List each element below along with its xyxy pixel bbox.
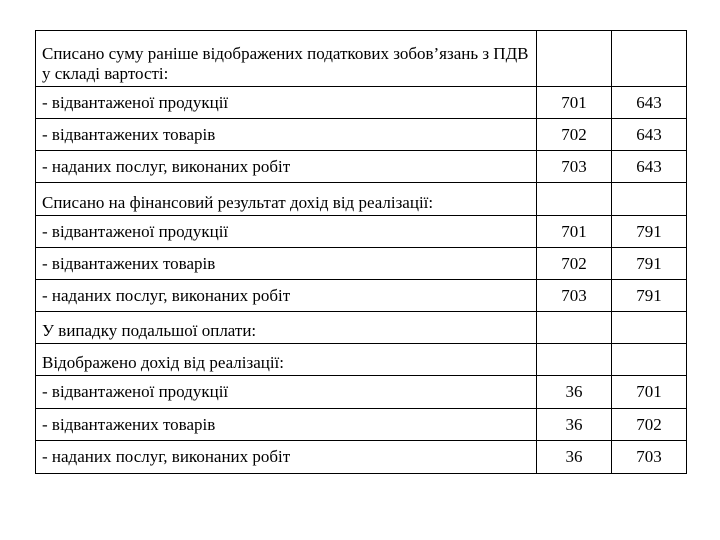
table-row: [36, 441, 687, 474]
debit-account: 36: [537, 409, 612, 441]
table-row: [36, 312, 687, 344]
credit-account: [612, 183, 687, 216]
debit-account: [537, 312, 612, 344]
credit-account: 703: [612, 441, 687, 474]
credit-account: 791: [612, 216, 687, 248]
credit-account: [612, 31, 687, 87]
table-row: [36, 376, 687, 409]
debit-account: 702: [537, 119, 612, 151]
entry-description: - відвантажених товарів: [36, 248, 537, 280]
entry-description: У випадку подальшої оплати:: [36, 312, 537, 344]
entry-description: - відвантажених товарів: [36, 409, 537, 441]
entry-description: Списано на фінансовий результат дохід від реалізації:: [36, 183, 537, 216]
table-row: [36, 344, 687, 376]
entry-description: - наданих послуг, виконаних робіт: [36, 280, 537, 312]
credit-account: 643: [612, 119, 687, 151]
credit-account: [612, 344, 687, 376]
debit-account: 36: [537, 441, 612, 474]
credit-account: 791: [612, 248, 687, 280]
credit-account: 643: [612, 87, 687, 119]
credit-account: 702: [612, 409, 687, 441]
table-row: [36, 183, 687, 216]
debit-account: 701: [537, 87, 612, 119]
entry-description: - відвантаженої продукції: [36, 87, 537, 119]
entry-description: - відвантаженої продукції: [36, 376, 537, 409]
credit-account: [612, 312, 687, 344]
table-row: [36, 31, 687, 87]
table-row: [36, 151, 687, 183]
entry-description: - наданих послуг, виконаних робіт: [36, 441, 537, 474]
entry-description: - відвантаженої продукції: [36, 216, 537, 248]
credit-account: 643: [612, 151, 687, 183]
table-row: [36, 280, 687, 312]
entry-description: - відвантажених товарів: [36, 119, 537, 151]
accounting-entries-table: [35, 30, 687, 474]
entry-description: - наданих послуг, виконаних робіт: [36, 151, 537, 183]
debit-account: [537, 344, 612, 376]
entry-description: Списано суму раніше відображених податкових зобов’язань з ПДВ у складі вартості:: [36, 31, 537, 87]
table-row: [36, 119, 687, 151]
debit-account: 703: [537, 151, 612, 183]
debit-account: 36: [537, 376, 612, 409]
table-row: [36, 216, 687, 248]
debit-account: [537, 31, 612, 87]
debit-account: 701: [537, 216, 612, 248]
debit-account: [537, 183, 612, 216]
credit-account: 701: [612, 376, 687, 409]
debit-account: 702: [537, 248, 612, 280]
credit-account: 791: [612, 280, 687, 312]
table-row: [36, 248, 687, 280]
debit-account: 703: [537, 280, 612, 312]
table-row: [36, 409, 687, 441]
entry-description: Відображено дохід від реалізації:: [36, 344, 537, 376]
table-row: [36, 87, 687, 119]
